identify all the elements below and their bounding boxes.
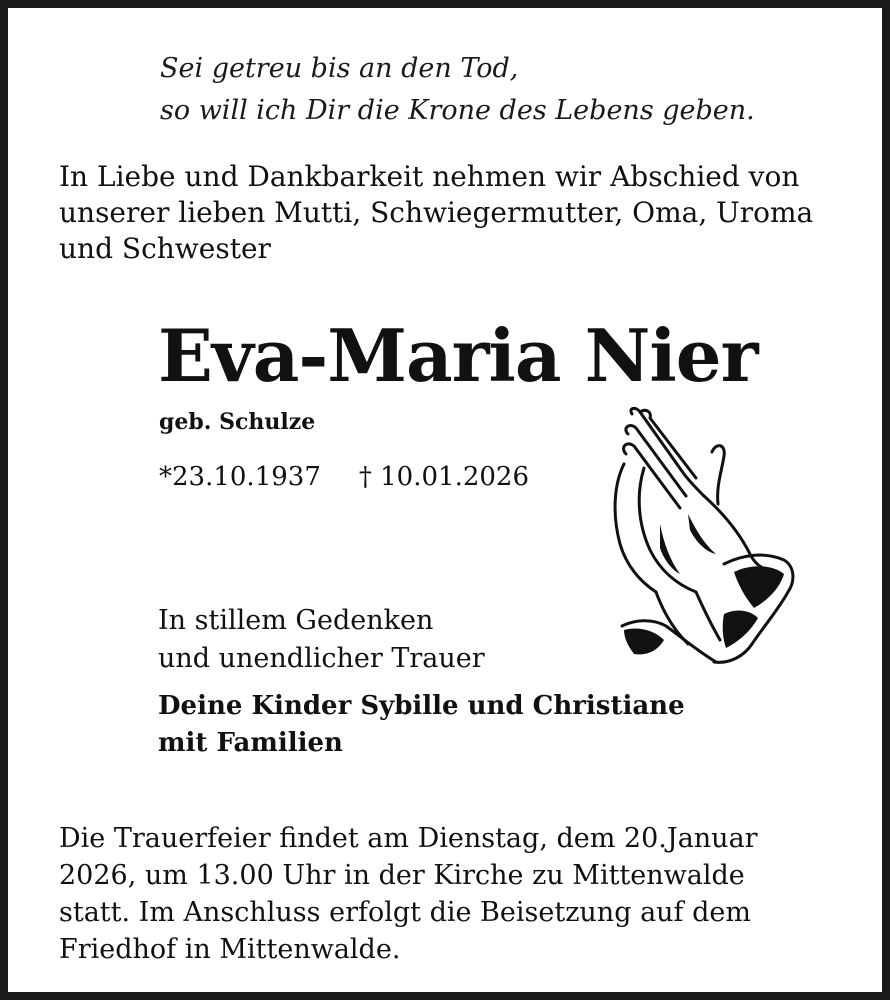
mourning-line-2: und unendlicher Trauer: [158, 643, 485, 674]
birth-date: *23.10.1937: [159, 462, 321, 492]
mourning-line-1: In stillem Gedenken: [158, 605, 434, 636]
family-line-1: Deine Kinder Sybille und Christiane: [158, 691, 685, 721]
funeral-service-info: [59, 820, 849, 968]
verse-line-2: so will ich Dir die Krone des Lebens geben.: [160, 95, 755, 126]
farewell-intro: [59, 159, 849, 267]
family-line-2: mit Familien: [158, 728, 343, 758]
deceased-name: Eva-Maria Nier: [158, 313, 758, 398]
mourners-signature: [158, 688, 685, 762]
death-date: † 10.01.2026: [358, 462, 530, 492]
praying-hands-icon: [604, 404, 800, 668]
mourning-text: [158, 602, 485, 678]
verse-line-1: Sei getreu bis an den Tod,: [160, 53, 519, 84]
intro-line-3: und Schwester: [59, 232, 271, 265]
bible-verse: [160, 48, 755, 132]
life-dates: [159, 460, 529, 494]
maiden-name: geb. Schulze: [159, 409, 316, 435]
service-line-3: statt. Im Anschluss erfolgt die Beisetzung auf dem: [59, 897, 751, 928]
service-line-2: 2026, um 13.00 Uhr in der Kirche zu Mittenwalde: [59, 860, 745, 891]
intro-line-2: unserer lieben Mutti, Schwiegermutter, Oma, Uroma: [59, 196, 814, 229]
service-line-1: Die Trauerfeier findet am Dienstag, dem 20.Januar: [59, 823, 758, 854]
intro-line-1: In Liebe und Dankbarkeit nehmen wir Abschied von: [59, 160, 800, 193]
service-line-4: Friedhof in Mittenwalde.: [59, 934, 401, 965]
